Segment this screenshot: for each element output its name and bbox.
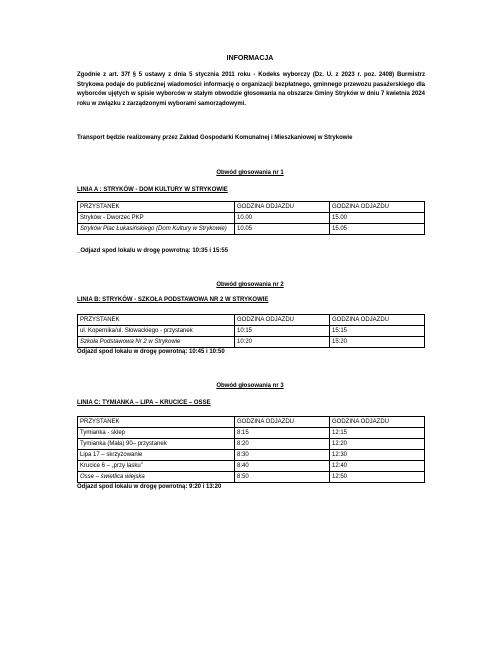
stop-cell: Stryków Plac Łukasińskiego (Dom Kultury w Strykowie) bbox=[78, 224, 235, 235]
section-3-return-info: Odjazd spod lokalu w drogę powrotną: 9:20 i 13:20 bbox=[77, 484, 222, 490]
table-row bbox=[78, 337, 425, 348]
intro-paragraph: Zgodnie z art. 37f § 5 ustawy z dnia 5 stycznia 2011 roku - Kodeks wyborczy (Dz. U. z 2023 r. poz. 2408) Burmistrz Strykowa podaje do publicznej wiadomości informację o organizacji bezpłatnego, gminnego przewozu pasażerskiego dla wyborców ujętych w spisie wyborców w stałym obwodzie głosowania na obszarze Gminy Stryków w dniu 7 kwietnia 2024 roku w związku z zarządzonymi wyborami samorządowymi. bbox=[77, 72, 425, 107]
table-row bbox=[78, 428, 425, 439]
table-row bbox=[78, 461, 425, 472]
table-row bbox=[78, 450, 425, 461]
section-3-line: LINIA C: TYMIANKA – LIPA – KRUCICE – OSSE bbox=[77, 400, 211, 406]
section-2-line: LINIA B: STRYKÓW - SZKOŁA PODSTAWOWA NR 2 W STRYKOWIE bbox=[77, 297, 269, 303]
time-cell: 10.05 bbox=[235, 224, 330, 235]
table-header-row bbox=[78, 202, 425, 213]
time-cell: 8:30 bbox=[235, 450, 330, 461]
stop-cell: Osse – świetlica wiejska bbox=[78, 472, 235, 483]
table-row bbox=[78, 472, 425, 483]
section-1-table bbox=[77, 201, 425, 235]
header-cell: GODZINA ODJAZDU bbox=[330, 315, 425, 326]
stop-cell: Krucice 6 – „przy lasku” bbox=[78, 461, 235, 472]
stop-cell: Stryków - Dworzec PKP bbox=[78, 213, 235, 224]
time-cell: 8:15 bbox=[235, 428, 330, 439]
table-row bbox=[78, 439, 425, 450]
header-cell: PRZYSTANEK bbox=[78, 202, 235, 213]
header-cell: GODZINA ODJAZDU bbox=[330, 202, 425, 213]
stop-cell: ul. Kopernika/ul. Słowackiego - przystanek bbox=[78, 326, 235, 337]
section-3-heading: Obwód głosowania nr 3 bbox=[216, 383, 284, 389]
table-header-row bbox=[78, 417, 425, 428]
time-cell: 10:20 bbox=[235, 337, 330, 348]
section-1-heading: Obwód głosowania nr 1 bbox=[216, 170, 284, 176]
header-cell: PRZYSTANEK bbox=[78, 315, 235, 326]
time-cell: 12:50 bbox=[330, 472, 425, 483]
section-2-return-info: Odjazd spod lokalu w drogę powrotną: 10:45 i 10:50 bbox=[77, 349, 225, 355]
stop-cell: Lipa 17 – skrzyżowanie bbox=[78, 450, 235, 461]
section-1-line: LINIA A : STRYKÓW - DOM KULTURY W STRYKOWIE bbox=[77, 187, 228, 193]
time-cell: 15:15 bbox=[330, 326, 425, 337]
header-cell: PRZYSTANEK bbox=[78, 417, 235, 428]
section-1-return-info: _Odjazd spod lokalu w drogę powrotną: 10:35 i 15:55 bbox=[77, 248, 229, 254]
page-title: INFORMACJA bbox=[226, 55, 274, 62]
header-cell: GODZINA ODJAZDU bbox=[235, 202, 330, 213]
table-header-row bbox=[78, 315, 425, 326]
time-cell: 15.00 bbox=[330, 213, 425, 224]
section-3-table bbox=[77, 416, 425, 483]
time-cell: 12:15 bbox=[330, 428, 425, 439]
section-2-table bbox=[77, 314, 425, 348]
stop-cell: Tymianka (Mała) 90– przystanek bbox=[78, 439, 235, 450]
time-cell: 12:40 bbox=[330, 461, 425, 472]
table-row bbox=[78, 224, 425, 235]
time-cell: 8:40 bbox=[235, 461, 330, 472]
stop-cell: Tymianka - sklep bbox=[78, 428, 235, 439]
section-2-heading: Obwód głosowania nr 2 bbox=[216, 282, 284, 288]
time-cell: 10:15 bbox=[235, 326, 330, 337]
time-cell: 12:20 bbox=[330, 439, 425, 450]
header-cell: GODZINA ODJAZDU bbox=[330, 417, 425, 428]
header-cell: GODZINA ODJAZDU bbox=[235, 417, 330, 428]
table-row bbox=[78, 326, 425, 337]
time-cell: 8:50 bbox=[235, 472, 330, 483]
time-cell: 15.05 bbox=[330, 224, 425, 235]
table-row bbox=[78, 213, 425, 224]
time-cell: 8:20 bbox=[235, 439, 330, 450]
time-cell: 12:30 bbox=[330, 450, 425, 461]
stop-cell: Szkoła Podstawowa Nr 2 w Strykowie bbox=[78, 337, 235, 348]
time-cell: 15:20 bbox=[330, 337, 425, 348]
transport-paragraph: Transport będzie realizowany przez Zakład Gospodarki Komunalnej i Mieszkaniowej w Strykowie bbox=[77, 135, 353, 141]
time-cell: 10.00 bbox=[235, 213, 330, 224]
header-cell: GODZINA ODJAZDU bbox=[235, 315, 330, 326]
